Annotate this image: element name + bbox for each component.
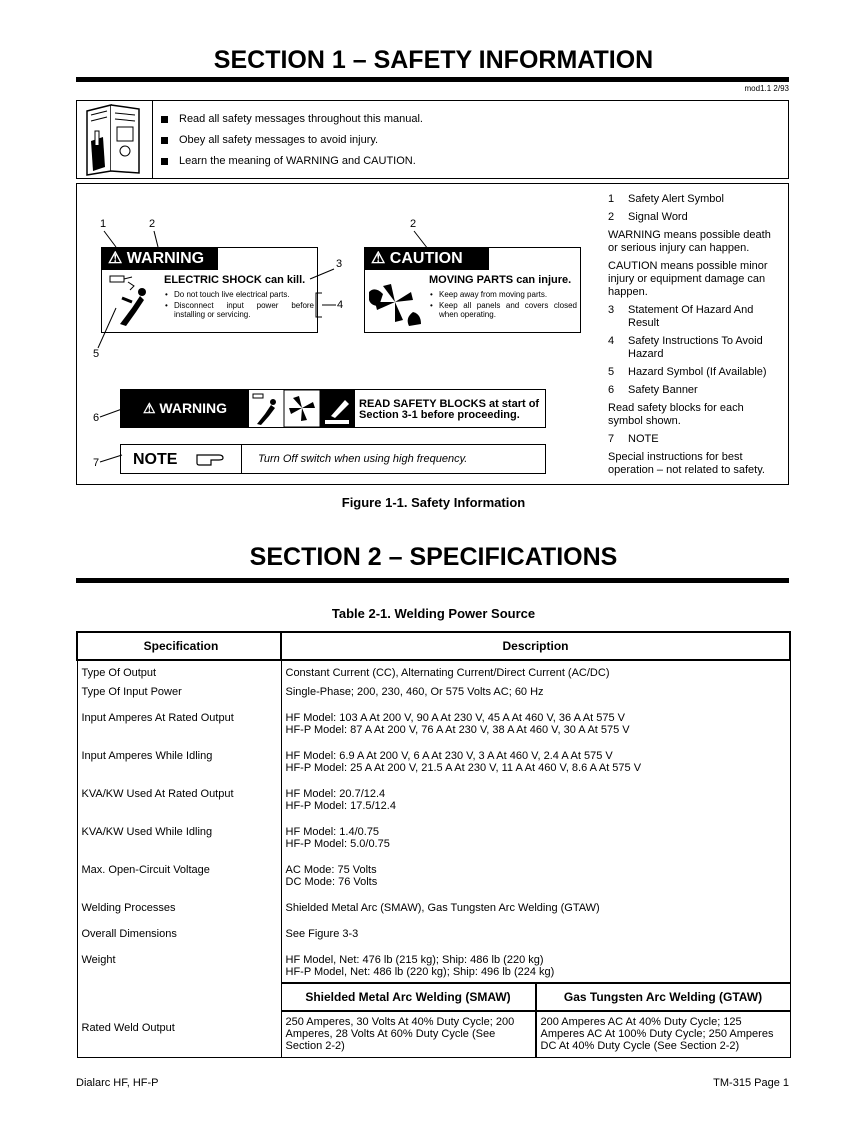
section-1-title: SECTION 1 – SAFETY INFORMATION	[213, 46, 654, 74]
legend-item: 2 Signal Word	[608, 211, 688, 223]
note-label: NOTE	[133, 451, 178, 468]
gtaw-rated-output: 200 Amperes AC At 40% Duty Cycle; 125 Amperes AC At 100% Duty Cycle; 250 Amperes DC At 40% Duty Cycle (See Section 2-2)	[540, 1016, 774, 1052]
caution-instructions	[429, 288, 577, 319]
footer-model: Dialarc HF, HF-P	[76, 1077, 159, 1089]
intro-bullet: Read all safety messages throughout this manual.	[161, 113, 423, 125]
table-row: Welding Processes Shielded Metal Arc (SMAW), Gas Tungsten Arc Welding (GTAW)	[77, 902, 790, 928]
callout-2b: 2	[410, 218, 417, 230]
callout-4: 4	[337, 299, 344, 311]
legend-item: WARNING means possible death or serious injury can happen.	[608, 229, 771, 254]
callout-3: 3	[336, 258, 343, 270]
intro-box	[76, 100, 789, 179]
table-row: KVA/KW Used While Idling HF Model: 1.4/0.75 HF-P Model: 5.0/0.75	[77, 826, 790, 864]
note-block	[120, 444, 546, 474]
callout-6: 6	[93, 412, 100, 424]
table-row: Max. Open-Circuit Voltage AC Mode: 75 Volts DC Mode: 76 Volts	[77, 864, 790, 902]
section-2-title: SECTION 2 – SPECIFICATIONS	[249, 543, 618, 571]
section-2-rule	[76, 578, 789, 583]
legend-item: CAUTION means possible minor injury or equipment damage can happen.	[608, 260, 768, 298]
safety-banner	[120, 389, 546, 428]
instruction-item: • Do not touch live electrical parts.	[164, 290, 314, 299]
caution-sign-header: ⚠ CAUTION	[365, 248, 489, 270]
legend-item: Special instructions for best operation – not related to safety.	[608, 451, 765, 476]
warning-sign	[101, 247, 318, 333]
table-row: Overall Dimensions See Figure 3-3	[77, 928, 790, 954]
intro-bullet: Learn the meaning of WARNING and CAUTION.	[161, 155, 423, 167]
alert-triangle-icon: ⚠	[142, 400, 156, 416]
footer-page: TM-315 Page 1	[713, 1077, 789, 1089]
warning-hazard-text: ELECTRIC SHOCK can kill.	[164, 274, 306, 286]
callout-7: 7	[93, 457, 100, 469]
legend-item: 7 NOTE	[608, 433, 659, 445]
rated-output-row: Rated Weld Output Shielded Metal Arc Welding (SMAW) Gas Tungsten Arc Welding (GTAW) 250 Amperes, 30 Volts At 40% Duty Cycle; 200 Amperes, 28 Volts At 60% Duty Cycle (See Section 2-2) 200 Amperes AC At 40% Duty Cycle; 125 Amperes AC At 100% Duty Cycle; 250 Amperes DC At 40% Duty Cycle (See Section 2-2)	[77, 982, 790, 1058]
smaw-rated-output: 250 Amperes, 30 Volts At 40% Duty Cycle; 200 Amperes, 28 Volts At 60% Duty Cycle (See Section 2-2)	[282, 1011, 536, 1057]
table-row: Type Of Input Power Single-Phase; 200, 230, 460, Or 575 Volts AC; 60 Hz	[77, 686, 790, 712]
moving-parts-icon	[365, 272, 425, 332]
electric-shock-icon	[102, 272, 160, 332]
intro-bullet-list	[161, 113, 423, 176]
legend-item: 5 Hazard Symbol (If Available)	[608, 366, 767, 378]
alert-triangle-icon: ⚠	[108, 250, 123, 267]
column-header: Description	[502, 639, 569, 653]
document-code: mod1.1 2/93	[744, 84, 789, 93]
legend-item: 4 Safety Instructions To Avoid Hazard	[608, 335, 763, 360]
rated-output-subtable	[282, 982, 790, 1057]
note-label-cell	[121, 445, 242, 473]
legend-item: 3 Statement Of Hazard And Result	[608, 304, 754, 329]
table-row: Input Amperes While Idling HF Model: 6.9 A At 200 V, 6 A At 230 V, 3 A At 460 V, 2.4 A At 575 V HF-P Model: 25 A At 200 V, 21.5 A At 230 V, 11 A At 460 V, 8.6 A At 575 V	[77, 750, 790, 788]
callout-lines	[76, 183, 616, 485]
legend-item: 6 Safety Banner	[608, 384, 698, 396]
banner-hazard-icons	[249, 390, 355, 427]
section-1-rule	[76, 77, 789, 82]
table-title: Table 2-1. Welding Power Source	[331, 606, 536, 621]
legend-item: Read safety blocks for each symbol shown.	[608, 402, 744, 427]
table-row: Type Of Output Constant Current (CC), Alternating Current/Direct Current (AC/DC)	[77, 660, 790, 686]
table-row: KVA/KW Used At Rated Output HF Model: 20.7/12.4 HF-P Model: 17.5/12.4	[77, 788, 790, 826]
callout-2: 2	[149, 218, 156, 230]
note-text: Turn Off switch when using high frequency.	[258, 453, 468, 465]
figure-legend	[608, 193, 780, 477]
table-row: Input Amperes At Rated Output HF Model: 103 A At 200 V, 90 A At 230 V, 45 A At 460 V, 36 A At 575 V HF-P Model: 87 A At 200 V, 76 A At 230 V, 38 A At 460 V, 30 A At 575 V	[77, 712, 790, 750]
callout-1: 1	[100, 218, 107, 230]
instruction-item: • Keep away from moving parts.	[429, 290, 577, 299]
table-row: Weight HF Model, Net: 476 lb (215 kg); Ship: 486 lb (220 kg) HF-P Model, Net: 486 lb (220 kg); Ship: 496 lb (224 kg)	[77, 954, 790, 982]
subheader-smaw: Shielded Metal Arc Welding (SMAW)	[282, 983, 536, 1011]
intro-bullet: Obey all safety messages to avoid injury.	[161, 134, 423, 146]
specifications-table	[76, 631, 791, 1058]
pointing-hand-icon	[195, 451, 225, 467]
banner-text: READ SAFETY BLOCKS at start of Section 3-1 before proceeding.	[359, 398, 540, 421]
banner-header: ⚠ WARNING	[121, 390, 249, 427]
subheader-gtaw: Gas Tungsten Arc Welding (GTAW)	[563, 990, 763, 1004]
callout-5: 5	[93, 348, 100, 360]
warning-sign-header: ⚠ WARNING	[102, 248, 218, 270]
table-header-row	[77, 632, 790, 660]
caution-hazard-text: MOVING PARTS can injure.	[429, 274, 572, 286]
legend-item: 1 Safety Alert Symbol	[608, 193, 724, 205]
instruction-item: • Disconnect input power before installing or servicing.	[164, 301, 314, 319]
instruction-item: • Keep all panels and covers closed when operating.	[429, 301, 577, 319]
alert-triangle-icon: ⚠	[371, 250, 386, 267]
column-header: Specification	[77, 632, 281, 660]
figure-caption: Figure 1-1. Safety Information	[341, 495, 526, 510]
warning-instructions	[164, 288, 314, 319]
read-manual-icon	[77, 101, 153, 178]
caution-sign	[364, 247, 581, 333]
